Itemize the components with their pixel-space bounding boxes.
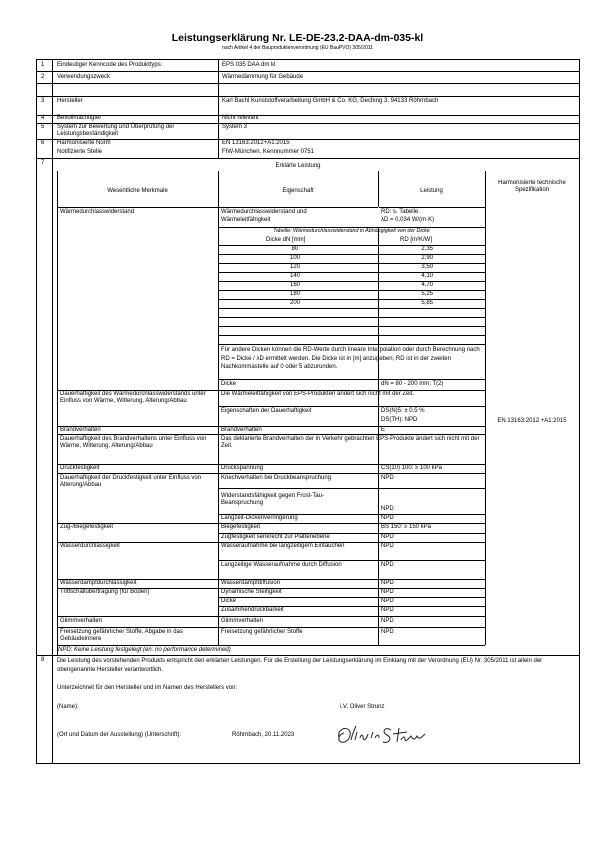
eigenschaft-cell: Wasserdampfdiffusion xyxy=(221,580,281,586)
leistung-cell: NPD xyxy=(381,515,394,521)
manufacturer: Karl Bachl Kunststoffverarbeitung GmbH & Co. KG, Deching 3, 94133 Röhrnbach xyxy=(222,98,439,104)
leistung-cell: NPD xyxy=(381,580,394,586)
leistung-cell: NPD xyxy=(381,534,394,540)
leistung-cell: λD = 0,034 W/(m·K) xyxy=(381,217,435,223)
eigenschaft-cell: Das deklarierte Brandverhalten der in Verkehr gebrachten EPS-Produkte ändert sich nicht mit der Zeit. xyxy=(221,436,480,450)
avcp-system: System 3 xyxy=(222,124,248,130)
section-number: 4 xyxy=(41,115,45,121)
eigenschaft-cell: Biegefestigkeit xyxy=(221,524,261,530)
document-subtitle: nach Artikel 4 der Bauproduktenverordnung (EU BauPVO) 305/2011 xyxy=(222,45,373,51)
thickness-value: 200 xyxy=(289,300,300,306)
intended-use: Wärmedämmung für Gebäude xyxy=(222,74,304,80)
leistung-cell: NPD xyxy=(381,589,394,595)
place-date-value: Röhrnbach, 20.11.2023 xyxy=(232,732,295,738)
eigenschaft-cell: Brandverhalten xyxy=(221,427,262,433)
section-number: 6 xyxy=(41,140,45,146)
merkmal-cell: Dauerhaftigkeit des Wärmedurchlasswiderstands unter Einfluss von Wärme, Witterung, Alterung/Abbau xyxy=(60,391,206,405)
leistung-cell: RD: s. Tabelle xyxy=(381,209,419,215)
name-label: (Name): xyxy=(57,704,79,710)
section-number: 7 xyxy=(41,160,45,166)
section-heading: Erklärte Leistung xyxy=(275,163,321,169)
eigenschaft-cell: Glimmverhalten xyxy=(221,618,264,624)
leistung-cell: NPD xyxy=(381,618,394,624)
merkmal-cell: Wasserdurchlässigkeit xyxy=(60,543,120,549)
section-number: 2 xyxy=(41,74,45,80)
section-label: Notifizierte Stelle xyxy=(57,149,103,155)
resistance-value: 2,35 xyxy=(421,246,433,252)
resistance-header: RD [m²K/W] xyxy=(400,237,432,243)
leistung-cell: NPD xyxy=(381,562,394,568)
declaration-statement: Die Leistung des vorstehenden Produkts entspricht den erklärten Leistungen. Für die Erstellung der Leistungserklärung im Einklang mit der Verordnung (EU) Nr. 305/2011 ist allein der obengenannte Hersteller verantwortlich. xyxy=(57,658,543,673)
thickness-value: 80 xyxy=(291,246,299,252)
eigenschaft-cell: Die Wärmeleitfähigkeit von EPS-Produkten ändert sich nicht mit der Zeit. xyxy=(221,391,415,397)
signed-for-label: Unterzeichnet für den Hersteller und im Namen des Herstellers von: xyxy=(57,685,238,691)
resistance-value: 4,10 xyxy=(421,273,433,279)
merkmal-cell: Dauerhaftigkeit des Brandverhaltens unter Einfluss von Wärme, Witterung, Alterung/Abbau xyxy=(60,436,207,450)
eigenschaft-cell: Kriechverhalten bei Druckbeanspruchung xyxy=(221,475,332,481)
harmonised-standard: EN 13163:2012+A1:2015 xyxy=(222,140,290,146)
place-date-label: (Ort und Datum der Ausstellung) (Unterschrift): xyxy=(57,732,182,738)
npd-footnote: NPD: Keine Leistung festgelegt (en: no performance determined) xyxy=(58,647,231,653)
section-label: Verwendungszweck xyxy=(57,74,111,80)
merkmal-cell: Zug-/Biegefestigkeit xyxy=(60,524,114,530)
eigenschaft-cell: Langzeitige Wasseraufnahme durch Diffusion xyxy=(221,562,342,568)
leistung-cell: NPD xyxy=(381,475,394,481)
leistung-cell: NPD xyxy=(381,506,394,512)
table-caption: Tabelle: Wärmedurchlasswiderstand in Abhängigkeit von der Dicke xyxy=(273,228,430,234)
eigenschaft-cell: Langzeit-Dickenverringerung xyxy=(221,515,298,521)
eigenschaft-cell: Zugfestigkeit senkrecht zur Plattenebene xyxy=(221,534,330,540)
eigenschaft-cell: Dynamische Steifigkeit xyxy=(221,589,282,595)
leistung-cell: dN = 80 - 200 mm; T(2) xyxy=(381,381,444,387)
section-label: System zur Bewertung und Überprüfung der Leistungsbeständigkeit xyxy=(57,124,175,138)
merkmal-cell: Freisetzung gefährlicher Stoffe, Abgabe in das Gebäudeinnere xyxy=(60,629,183,643)
merkmal-cell: Brandverhalten xyxy=(60,427,101,433)
product-code: EPS 035 DAA dm kl xyxy=(222,62,276,68)
merkmal-cell: Trittschallübertragung (für Böden) xyxy=(60,589,150,595)
eigenschaft-cell: Wärmedurchlasswiderstand und xyxy=(221,209,307,215)
eigenschaft-cell: Dicke xyxy=(221,598,237,604)
eigenschaft-cell: Druckspannung xyxy=(221,465,264,471)
leistung-cell: DS(N)5: ± 0,5 % xyxy=(381,408,425,414)
resistance-value: 2,90 xyxy=(421,255,433,261)
section-label: Harmonisierte Norm xyxy=(57,140,111,146)
resistance-value: 4,70 xyxy=(421,282,433,288)
thickness-value: 180 xyxy=(289,291,300,297)
col-header-hts: Harmonisierte technische Spezifikation xyxy=(498,180,566,194)
merkmal-cell: Wärmedurchlasswiderstand xyxy=(60,209,135,215)
section-number: 1 xyxy=(41,62,45,68)
eigenschaft-cell: Wasseraufnahme bei langzeitigem Eintauchen xyxy=(221,543,345,549)
signatory-name: i.V. Oliver Strunz xyxy=(340,704,385,710)
notified-body: FIW-München, Kennnummer 0751 xyxy=(222,149,314,155)
section-number: 8 xyxy=(41,657,45,663)
leistung-cell: NPD xyxy=(381,607,394,613)
interpolation-note: Für andere Dicken können die RD-Werte durch lineare Interpolation oder durch Berechnung nach RD = Dicke / λD ermittelt werden. Die Dicke ist in [m] anzugeben, RD ist in der zweiten Nachkommastelle auf 0 oder 5 abzurunden. xyxy=(221,347,480,370)
section-number: 3 xyxy=(41,98,45,104)
section-label: Eindeutiger Kenncode des Produkttyps: xyxy=(57,62,163,68)
eigenschaft-cell: Widerstandsfähigkeit gegen Frost-Tau-Beanspruchung xyxy=(221,493,325,507)
merkmal-cell: Druckfestigkeit xyxy=(60,465,100,471)
thickness-header: Dicke dN [mm] xyxy=(266,237,306,243)
eigenschaft-cell: Eigenschaften der Dauerhaftigkeit xyxy=(221,408,312,414)
resistance-value: 5,85 xyxy=(421,300,433,306)
resistance-value: 5,25 xyxy=(421,291,433,297)
merkmal-cell: Glimmverhalten xyxy=(60,618,103,624)
leistung-cell: DS(TH): NPD xyxy=(381,417,418,423)
authorised-rep: Nicht relevant xyxy=(222,115,259,121)
leistung-cell: NPD xyxy=(381,629,394,635)
leistung-cell: NPD xyxy=(381,598,394,604)
leistung-cell: E xyxy=(381,427,386,433)
thickness-value: 140 xyxy=(289,273,300,279)
col-header-merkmal: Wesentliche Merkmale xyxy=(107,188,168,194)
section-label: Hersteller xyxy=(57,98,83,104)
eigenschaft-cell: Wärmeleitfähigkeit xyxy=(221,217,271,223)
thickness-value: 160 xyxy=(289,282,300,288)
thickness-value: 120 xyxy=(289,264,300,270)
resistance-value: 3,50 xyxy=(421,264,433,270)
section-number: 5 xyxy=(41,124,45,130)
leistung-cell: NPD xyxy=(381,543,394,549)
col-header-leistung: Leistung xyxy=(420,188,443,194)
leistung-cell: BS 150: ≥ 150 kPa xyxy=(381,524,431,530)
merkmal-cell: Dauerhaftigkeit der Druckfestigkeit unter Einfluss von Alterung/Abbau xyxy=(60,475,202,489)
merkmal-cell: Wasserdampfdurchlässigkeit xyxy=(60,580,137,586)
document-title: Leistungserklärung Nr. LE-DE-23.2-DAA-dm-035-kl xyxy=(171,32,424,44)
handwritten-signature xyxy=(335,720,430,750)
hts-value: EN 13163:2012 +A1:2015 xyxy=(497,418,567,424)
leistung-cell: CS(10) 100: ≥ 100 kPa xyxy=(381,465,442,471)
eigenschaft-cell: Zusammendrückbarkeit xyxy=(221,607,284,613)
eigenschaft-cell: Freisetzung gefährlicher Stoffe xyxy=(221,629,303,635)
col-header-eigenschaft: Eigenschaft xyxy=(282,188,314,194)
thickness-value: 100 xyxy=(289,255,300,261)
section-label: Bevollmächtigter xyxy=(57,115,102,121)
eigenschaft-cell: Dicke xyxy=(221,381,237,387)
